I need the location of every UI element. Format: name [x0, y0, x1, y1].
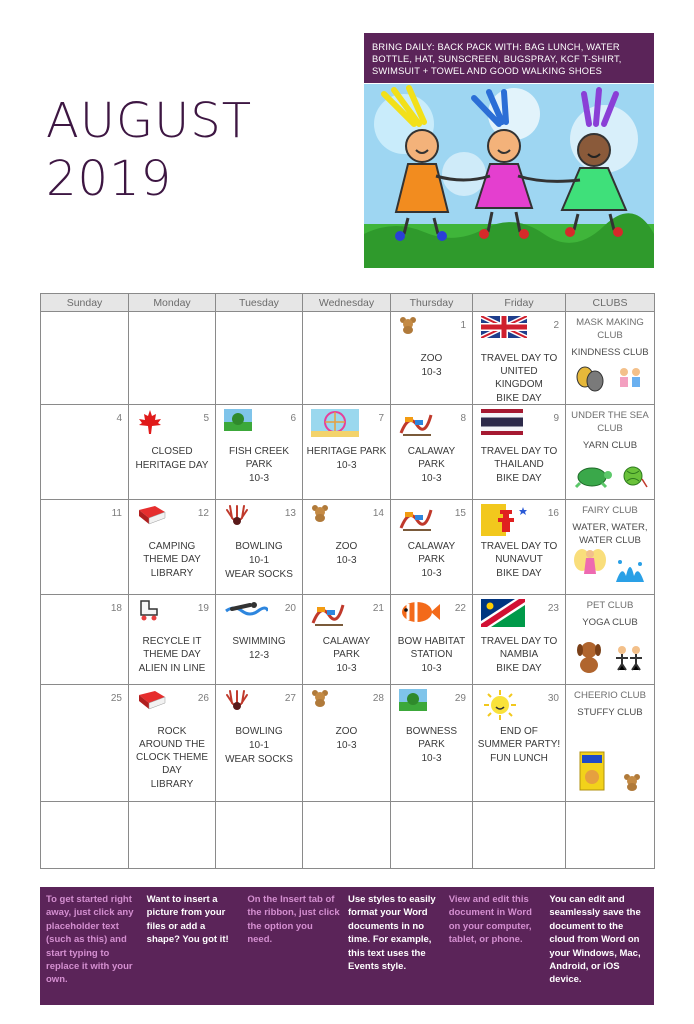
tip-6: You can edit and seamlessly save the document to the cloud from Word on your Windows, Mac, Android, or iOS device. [549, 894, 641, 986]
cereal-box-icon [579, 751, 605, 795]
turtle-icon [572, 461, 614, 493]
event-line: NAMBIA [499, 649, 539, 660]
event-text [393, 725, 470, 765]
teddy-bear-icon [399, 316, 417, 339]
event-line: ZOO [420, 353, 443, 364]
day-cell[interactable] [216, 405, 303, 500]
namibia-flag-icon [481, 599, 525, 632]
event-line: KINGDOM [495, 379, 543, 390]
event-text [131, 540, 213, 580]
event-line: PARK [418, 739, 445, 750]
clubs-cell[interactable] [566, 500, 655, 595]
event-line: LIBRARY [150, 779, 194, 790]
day-number: 15 [454, 508, 466, 519]
book-icon [137, 504, 167, 531]
day-cell[interactable] [391, 595, 473, 685]
day-number: 22 [454, 603, 466, 614]
day-cell[interactable] [129, 405, 216, 500]
day-cell[interactable] [391, 685, 473, 802]
event-line: BOWLING [235, 726, 283, 737]
event-text [131, 445, 213, 472]
event-text [475, 352, 563, 405]
event-line: 10-3 [336, 555, 357, 566]
event-line: HERITAGE DAY [135, 460, 209, 471]
tip-5: View and edit this document in Word on your computer, tablet, or phone. [448, 894, 532, 946]
day-cell[interactable] [303, 312, 391, 405]
day-cell[interactable] [41, 312, 129, 405]
day-cell[interactable] [129, 500, 216, 595]
event-line: ZOO [335, 541, 358, 552]
day-cell[interactable] [391, 802, 473, 869]
event-line: 10-3 [421, 568, 442, 579]
event-line: PARK [418, 459, 445, 470]
event-line: BOWLING [235, 541, 283, 552]
day-cell[interactable] [41, 405, 129, 500]
book-icon [137, 689, 167, 716]
event-line: ZOO [335, 726, 358, 737]
event-text [218, 445, 300, 485]
header-wednesday: Wednesday [303, 294, 391, 312]
club-name: FAIRY CLUB [582, 505, 638, 516]
day-number: 6 [290, 413, 296, 424]
club-icons [570, 554, 650, 588]
roller-coaster-icon [399, 409, 433, 442]
day-cell[interactable] [303, 595, 391, 685]
day-number: 2 [553, 320, 559, 331]
club-name: YARN CLUB [582, 440, 638, 451]
day-number: 20 [284, 603, 296, 614]
kids-holding-hands-illustration [364, 84, 654, 268]
swimmer-icon [224, 599, 268, 624]
roller-coaster-icon [399, 504, 433, 537]
week-row [41, 802, 655, 869]
day-cell[interactable] [216, 802, 303, 869]
yarn-icon [618, 463, 648, 493]
event-text [393, 445, 470, 485]
day-number: 12 [197, 508, 209, 519]
teddy-bear-icon [311, 689, 329, 712]
calendar-grid [40, 293, 655, 869]
fish-icon [399, 599, 441, 630]
club-icons [570, 644, 650, 678]
event-line: BIKE DAY [496, 663, 542, 674]
event-line: 10-1 [248, 555, 269, 566]
day-cell[interactable] [41, 500, 129, 595]
club-icons [570, 364, 650, 398]
day-number: 9 [553, 413, 559, 424]
sun-icon [481, 689, 519, 726]
day-number: 29 [454, 693, 466, 704]
year: 2019 [46, 151, 173, 207]
day-cell[interactable] [41, 802, 129, 869]
event-line: CALAWAY [322, 636, 371, 647]
event-line: CLOCK THEME [135, 752, 209, 763]
day-cell[interactable] [473, 312, 566, 405]
park-icon [224, 409, 252, 436]
water-splash-icon [612, 556, 648, 588]
day-number: 14 [372, 508, 384, 519]
uk-flag-icon [481, 316, 527, 343]
event-line: 10-3 [421, 663, 442, 674]
club-icons [570, 761, 650, 795]
roller-coaster-icon [311, 599, 345, 632]
day-cell[interactable] [303, 500, 391, 595]
clubs-cell[interactable] [566, 312, 655, 405]
day-cell[interactable] [473, 405, 566, 500]
day-cell[interactable] [303, 802, 391, 869]
day-number: 28 [372, 693, 384, 704]
event-line: TRAVEL DAY TO [480, 353, 558, 364]
day-number: 13 [284, 508, 296, 519]
event-line: SUMMER PARTY! [477, 739, 561, 750]
club-name: STUFFY CLUB [577, 707, 643, 718]
header-tuesday: Tuesday [216, 294, 303, 312]
clubs-cell[interactable] [566, 685, 655, 802]
day-number: 8 [460, 413, 466, 424]
header-friday: Friday [473, 294, 566, 312]
event-line: ALIEN IN LINE [138, 663, 206, 674]
month-name: AUGUST [46, 93, 253, 149]
event-line: CAMPING [148, 541, 196, 552]
event-line: FISH CREEK [228, 446, 289, 457]
event-line: BIKE DAY [496, 473, 542, 484]
event-line: CALAWAY [407, 541, 456, 552]
tip-2: Want to insert a picture from your files or add a shape? You got it! [146, 894, 229, 946]
roller-skate-icon [137, 599, 161, 626]
kids-icon [615, 364, 645, 398]
event-line: END OF [500, 726, 538, 737]
event-line: BOW HABITAT [397, 636, 466, 647]
maple-leaf-icon [137, 409, 163, 440]
day-number: 21 [372, 603, 384, 614]
event-line: NUNAVUT [495, 554, 543, 565]
event-text [218, 540, 300, 581]
day-cell[interactable] [473, 595, 566, 685]
event-line: BOWNESS [405, 726, 458, 737]
event-line: STATION [410, 649, 453, 660]
week-row [41, 685, 655, 802]
week-row [41, 405, 655, 500]
week-row [41, 312, 655, 405]
event-line: 10-3 [336, 460, 357, 471]
day-cell[interactable] [129, 802, 216, 869]
day-cell[interactable] [391, 312, 473, 405]
fairy-icon [573, 544, 607, 588]
dog-icon [575, 640, 603, 678]
day-cell[interactable] [41, 595, 129, 685]
event-line: 10-3 [421, 753, 442, 764]
club-icons [570, 459, 650, 493]
event-line: ROCK [157, 726, 187, 737]
event-line: 10-3 [336, 740, 357, 751]
week-row [41, 500, 655, 595]
bowling-icon [224, 504, 250, 531]
event-text [305, 635, 388, 675]
event-line: DAY [162, 765, 182, 776]
clubs-cell[interactable] [566, 405, 655, 500]
event-line: TRAVEL DAY TO [480, 541, 558, 552]
club-name: KINDNESS CLUB [571, 347, 649, 358]
yoga-kids-icon [612, 644, 646, 678]
clubs-cell[interactable] [566, 802, 655, 869]
event-line: 10-3 [248, 473, 269, 484]
event-line: PARK [245, 459, 273, 470]
bowling-icon [224, 689, 250, 716]
day-cell[interactable] [216, 595, 303, 685]
event-line: 12-3 [248, 650, 269, 661]
day-number: 5 [203, 413, 209, 424]
day-cell[interactable] [303, 685, 391, 802]
event-line: PARK [333, 649, 360, 660]
event-text [393, 540, 470, 580]
event-text [305, 725, 388, 752]
event-line: FUN LUNCH [490, 753, 548, 764]
event-line: THEME DAY [143, 554, 201, 565]
tip-1: To get started right away, just click any placeholder text (such as this) and start typing to replace it with your own. [46, 894, 134, 986]
day-number: 27 [284, 693, 296, 704]
day-cell[interactable] [129, 595, 216, 685]
event-line: CALAWAY [407, 446, 456, 457]
event-line: WEAR SOCKS [225, 754, 293, 765]
event-line: SWIMMING [232, 636, 286, 647]
day-cell[interactable] [473, 500, 566, 595]
event-text [218, 725, 300, 766]
day-number: 26 [197, 693, 209, 704]
day-number: 1 [460, 320, 466, 331]
event-line: BIKE DAY [496, 568, 542, 579]
event-line: 10-3 [421, 473, 442, 484]
clubs-cell[interactable] [566, 595, 655, 685]
day-cell[interactable] [41, 685, 129, 802]
event-line: RECYCLE IT [142, 636, 202, 647]
event-text [131, 725, 213, 791]
day-cell[interactable] [129, 312, 216, 405]
event-line: THAILAND [494, 459, 544, 470]
event-text [393, 352, 470, 379]
event-line: 10-3 [421, 367, 442, 378]
event-line: 10-1 [248, 740, 269, 751]
event-line: THEME DAY [143, 649, 201, 660]
bring-daily-banner: BRING DAILY: BACK PACK WITH: BAG LUNCH, WATER BOTTLE, HAT, SUNSCREEN, BUGSPRAY, KCF T-SHIRT, SWIMSUIT + TOWEL AND GOOD WALKING SHOES [364, 33, 654, 83]
event-line: HERITAGE PARK [306, 446, 387, 457]
event-text [305, 445, 388, 472]
thailand-flag-icon [481, 409, 523, 440]
day-cell[interactable] [216, 685, 303, 802]
event-text [218, 635, 300, 662]
day-number: 11 [111, 508, 122, 519]
park-icon [399, 689, 427, 716]
theater-masks-icon [575, 364, 605, 398]
header-clubs: CLUBS [566, 294, 655, 312]
nunavut-flag-icon [481, 504, 531, 541]
day-cell[interactable] [473, 802, 566, 869]
club-name: UNDER THE SEA CLUB [571, 410, 649, 434]
teddy-bear-icon [623, 773, 641, 795]
ferris-wheel-icon [311, 409, 359, 442]
event-line: PARK [418, 554, 445, 565]
event-line: TRAVEL DAY TO [480, 636, 558, 647]
day-number: 7 [378, 413, 384, 424]
event-line: CLOSED [151, 446, 193, 457]
club-name: CHEERIO CLUB [574, 690, 646, 701]
event-text [305, 540, 388, 567]
teddy-bear-icon [311, 504, 329, 527]
tip-4: Use styles to easily format your Word documents in no time. For example, this text uses the Events style. [348, 894, 436, 973]
club-name: WATER, WATER, WATER CLUB [572, 522, 648, 546]
event-text [393, 635, 470, 675]
club-name: PET CLUB [586, 600, 634, 611]
day-cell[interactable] [391, 500, 473, 595]
event-text [475, 635, 563, 675]
day-number: 25 [110, 693, 122, 704]
header-thursday: Thursday [391, 294, 473, 312]
event-text [475, 725, 563, 765]
tip-3: On the Insert tab of the ribbon, just click the option you need. [247, 894, 340, 946]
week-row [41, 595, 655, 685]
day-cell[interactable] [216, 312, 303, 405]
event-text [131, 635, 213, 675]
event-text [475, 445, 563, 485]
club-name: MASK MAKING CLUB [576, 317, 644, 341]
event-line: UNITED [500, 366, 538, 377]
day-number: 19 [197, 603, 209, 614]
event-line: WEAR SOCKS [225, 569, 293, 580]
day-number: 4 [116, 413, 122, 424]
tips-footer [40, 887, 654, 1005]
event-line: BIKE DAY [496, 393, 542, 404]
day-number: 23 [547, 603, 559, 614]
event-line: LIBRARY [150, 568, 194, 579]
event-text [475, 540, 563, 580]
day-number: 30 [547, 693, 559, 704]
day-cell[interactable] [303, 405, 391, 500]
event-line: AROUND THE [139, 739, 205, 750]
event-line: TRAVEL DAY TO [480, 446, 558, 457]
day-cell[interactable] [216, 500, 303, 595]
day-number: 16 [547, 508, 559, 519]
day-number: 18 [110, 603, 122, 614]
header-monday: Monday [129, 294, 216, 312]
month-title [46, 92, 336, 208]
weekday-header-row [41, 294, 655, 312]
day-cell[interactable] [473, 685, 566, 802]
club-name: YOGA CLUB [582, 617, 638, 628]
event-line: 10-3 [336, 663, 357, 674]
day-cell[interactable] [391, 405, 473, 500]
header-sunday: Sunday [41, 294, 129, 312]
day-cell[interactable] [129, 685, 216, 802]
